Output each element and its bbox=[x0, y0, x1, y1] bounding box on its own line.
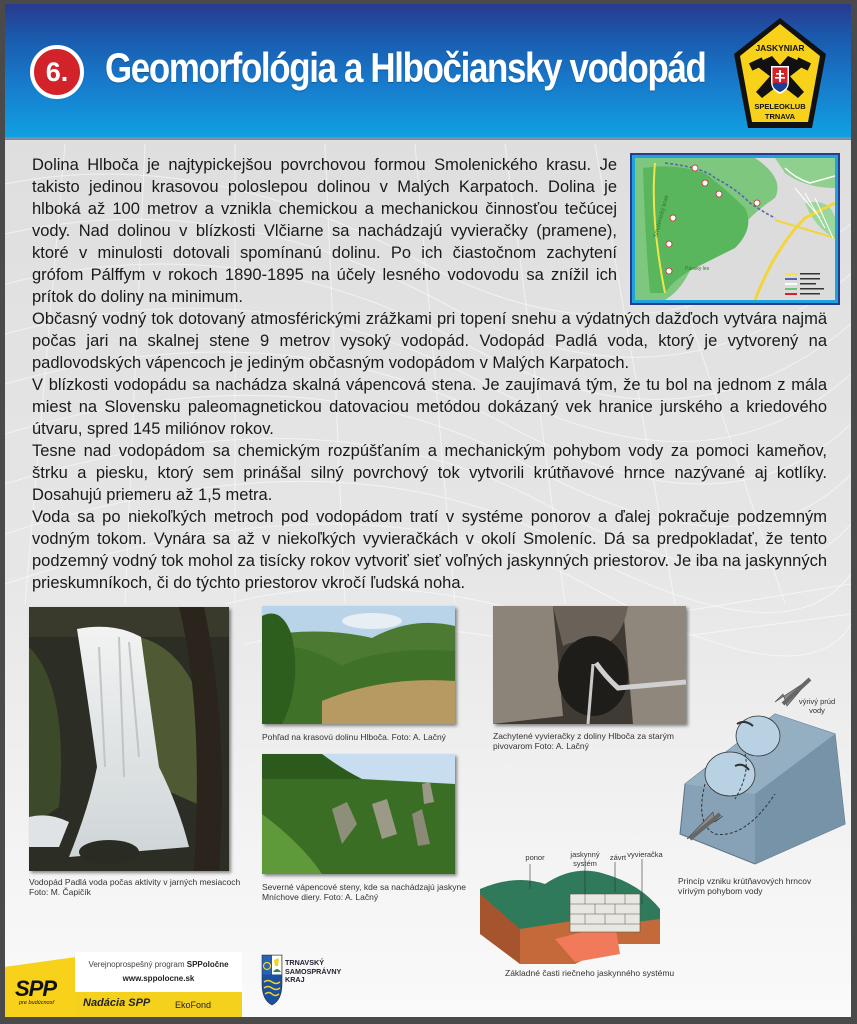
photo-waterfall bbox=[29, 607, 229, 871]
spp-logo: SPP bbox=[15, 976, 57, 1001]
photo-valley bbox=[262, 606, 455, 724]
spp-program-box bbox=[75, 952, 242, 992]
logo-top-text: JASKYNIAR bbox=[755, 43, 805, 53]
caption-line-2: vírivým pohybom vody bbox=[678, 886, 763, 896]
speleoklub-logo bbox=[732, 16, 828, 130]
cave-label-ponor: ponor bbox=[525, 853, 545, 862]
spp-partners-strip bbox=[75, 992, 242, 1017]
sponsor-spp-block bbox=[5, 952, 242, 1017]
program-prefix: Verejnoprospešný program bbox=[88, 960, 187, 969]
ekofond-logo: EkoFond bbox=[175, 1000, 212, 1010]
caption-valley: Pohľad na krasovú dolinu Hlboča. Foto: A. Lačný bbox=[262, 732, 446, 742]
caption-cave-system: Základné časti riečneho jaskynného systému bbox=[505, 968, 675, 978]
logo-bottom-line2: TRNAVA bbox=[764, 112, 796, 121]
caption-credit: Mníchove diery. Foto: A. Lačný bbox=[262, 892, 379, 902]
caption-credit: pivovarom Foto: A. Lačný bbox=[493, 741, 589, 751]
map-sublabel: Pánsky les bbox=[685, 266, 710, 272]
paragraph-1: Dolina Hlboča je najtypickejšou povrchovou formou Smolenického krasu. Je takisto jedinou krasovou poloslepou dolinou v Malých Karpatoch. Dolina je hlboká až 100 metrov a vznikla chemickou a mechanickou činnosťou tečúcej vody. Nad dolinou v blízkosti Vlčiarne sa nachádzajú vyvieračky (pramene), ktoré v minulosti dotovali spomínanú dolinu. Po ich čiastočnom zachytení grófom Pálffym v rokoch 1890-1895 na účely lesného vodovodu sa znížil ich prítok do doliny na minimum. bbox=[32, 156, 617, 306]
photo-cliffs bbox=[262, 754, 455, 874]
section-number-badge: 6. bbox=[30, 45, 84, 99]
map-label: Smolenický kras bbox=[653, 194, 671, 239]
spp-slogan: pre budúcnosť bbox=[19, 1000, 55, 1006]
caption-springs bbox=[493, 731, 674, 751]
program-name: SPPoločne bbox=[186, 960, 229, 969]
article-body bbox=[32, 154, 827, 594]
caption-line: Princíp vzniku krútňavových hrncov bbox=[678, 876, 812, 886]
photo-springs bbox=[493, 606, 686, 724]
paragraph-2: Občasný vodný tok dotovaný atmosférickými zrážkami pri topení snehu a výdatných dažďoch vytvára najmä počas jari na skalnej stene 9 metrov vysoký vodopád. Vodopád Padlá voda, ktorý je vytvorený na padlovodských vápencoch je jediným občasným vodopádom v Malých Karpatoch. bbox=[32, 310, 827, 372]
pothole-label: výrivý prúd vody bbox=[798, 697, 836, 715]
trnava-region-coat-of-arms-icon bbox=[261, 954, 283, 1006]
caption-line: Vodopád Padlá voda počas aktivity v jarných mesiacoch bbox=[29, 877, 241, 887]
poster-panel bbox=[5, 4, 851, 1017]
program-text bbox=[75, 960, 242, 969]
caption-credit: Foto: M. Čapičík bbox=[29, 887, 91, 897]
region-line-1: TRNAVSKÝ bbox=[285, 958, 325, 967]
header-banner bbox=[5, 4, 851, 140]
paragraph-4: Tesne nad vodopádom sa chemickým rozpúšťaním a mechanickým pohybom vody za pomoci kameňov, štrku a piesku, ktorý sem prinášal silný povrchový tok vytvorili krútňavové hrnce nazývané aj kotlíky. Dosahujú priemeru až 1,5 metra. bbox=[32, 442, 827, 504]
nadacia-spp-logo: Nadácia SPP bbox=[83, 997, 151, 1009]
trnava-region-name bbox=[285, 959, 341, 985]
paragraph-3: V blízkosti vodopádu sa nachádza skalná vápencová stena. Je zaujímavá tým, že tu bol na jednom z mála miest na Slovensku paleomagnetickou datovaciou metódou dokázaný vek hranice jurského a kriedového útvaru, spred 145 miliónov rokov. bbox=[32, 376, 827, 438]
region-line-3: KRAJ bbox=[285, 975, 305, 985]
caption-potholes bbox=[678, 876, 811, 896]
caption-cliffs bbox=[262, 882, 466, 902]
cave-label-vyvieracka: vyvieračka bbox=[627, 850, 663, 859]
paragraph-5: Voda sa po niekoľkých metroch pod vodopádom tratí v systéme ponorov a ďalej pokračuje podzemným vodným tokom. Vynára sa až v niekoľkých vyvieračkách v okolí Smoleníc. Dá sa predpokladať, že tento podzemný vodný tok mohol za tisícky rokov vytvoriť sieť voľných jaskynných priestorov. Je iba na jaskynných prieskumníkoch, či do týchto priestorov vkročí ľudská noha. bbox=[32, 508, 827, 592]
cave-label-zavrt: závrt bbox=[609, 853, 627, 862]
cave-label-system: jaskynný systém bbox=[570, 850, 600, 868]
caption-line: Zachytené vyvieračky z doliny Hlboča za starým bbox=[493, 731, 674, 741]
caption-line: Severné vápencové steny, kde sa nachádzajú jaskyne bbox=[262, 882, 466, 892]
logo-bottom-line1: SPELEOKLUB bbox=[754, 102, 806, 111]
page-title: Geomorfológia a Hlbočiansky vodopád bbox=[105, 44, 706, 91]
program-website[interactable]: www.sppolocne.sk bbox=[122, 974, 195, 983]
cave-system-diagram bbox=[480, 859, 660, 964]
region-line-2: SAMOSPRÁVNY bbox=[285, 966, 342, 976]
caption-waterfall bbox=[29, 877, 240, 897]
